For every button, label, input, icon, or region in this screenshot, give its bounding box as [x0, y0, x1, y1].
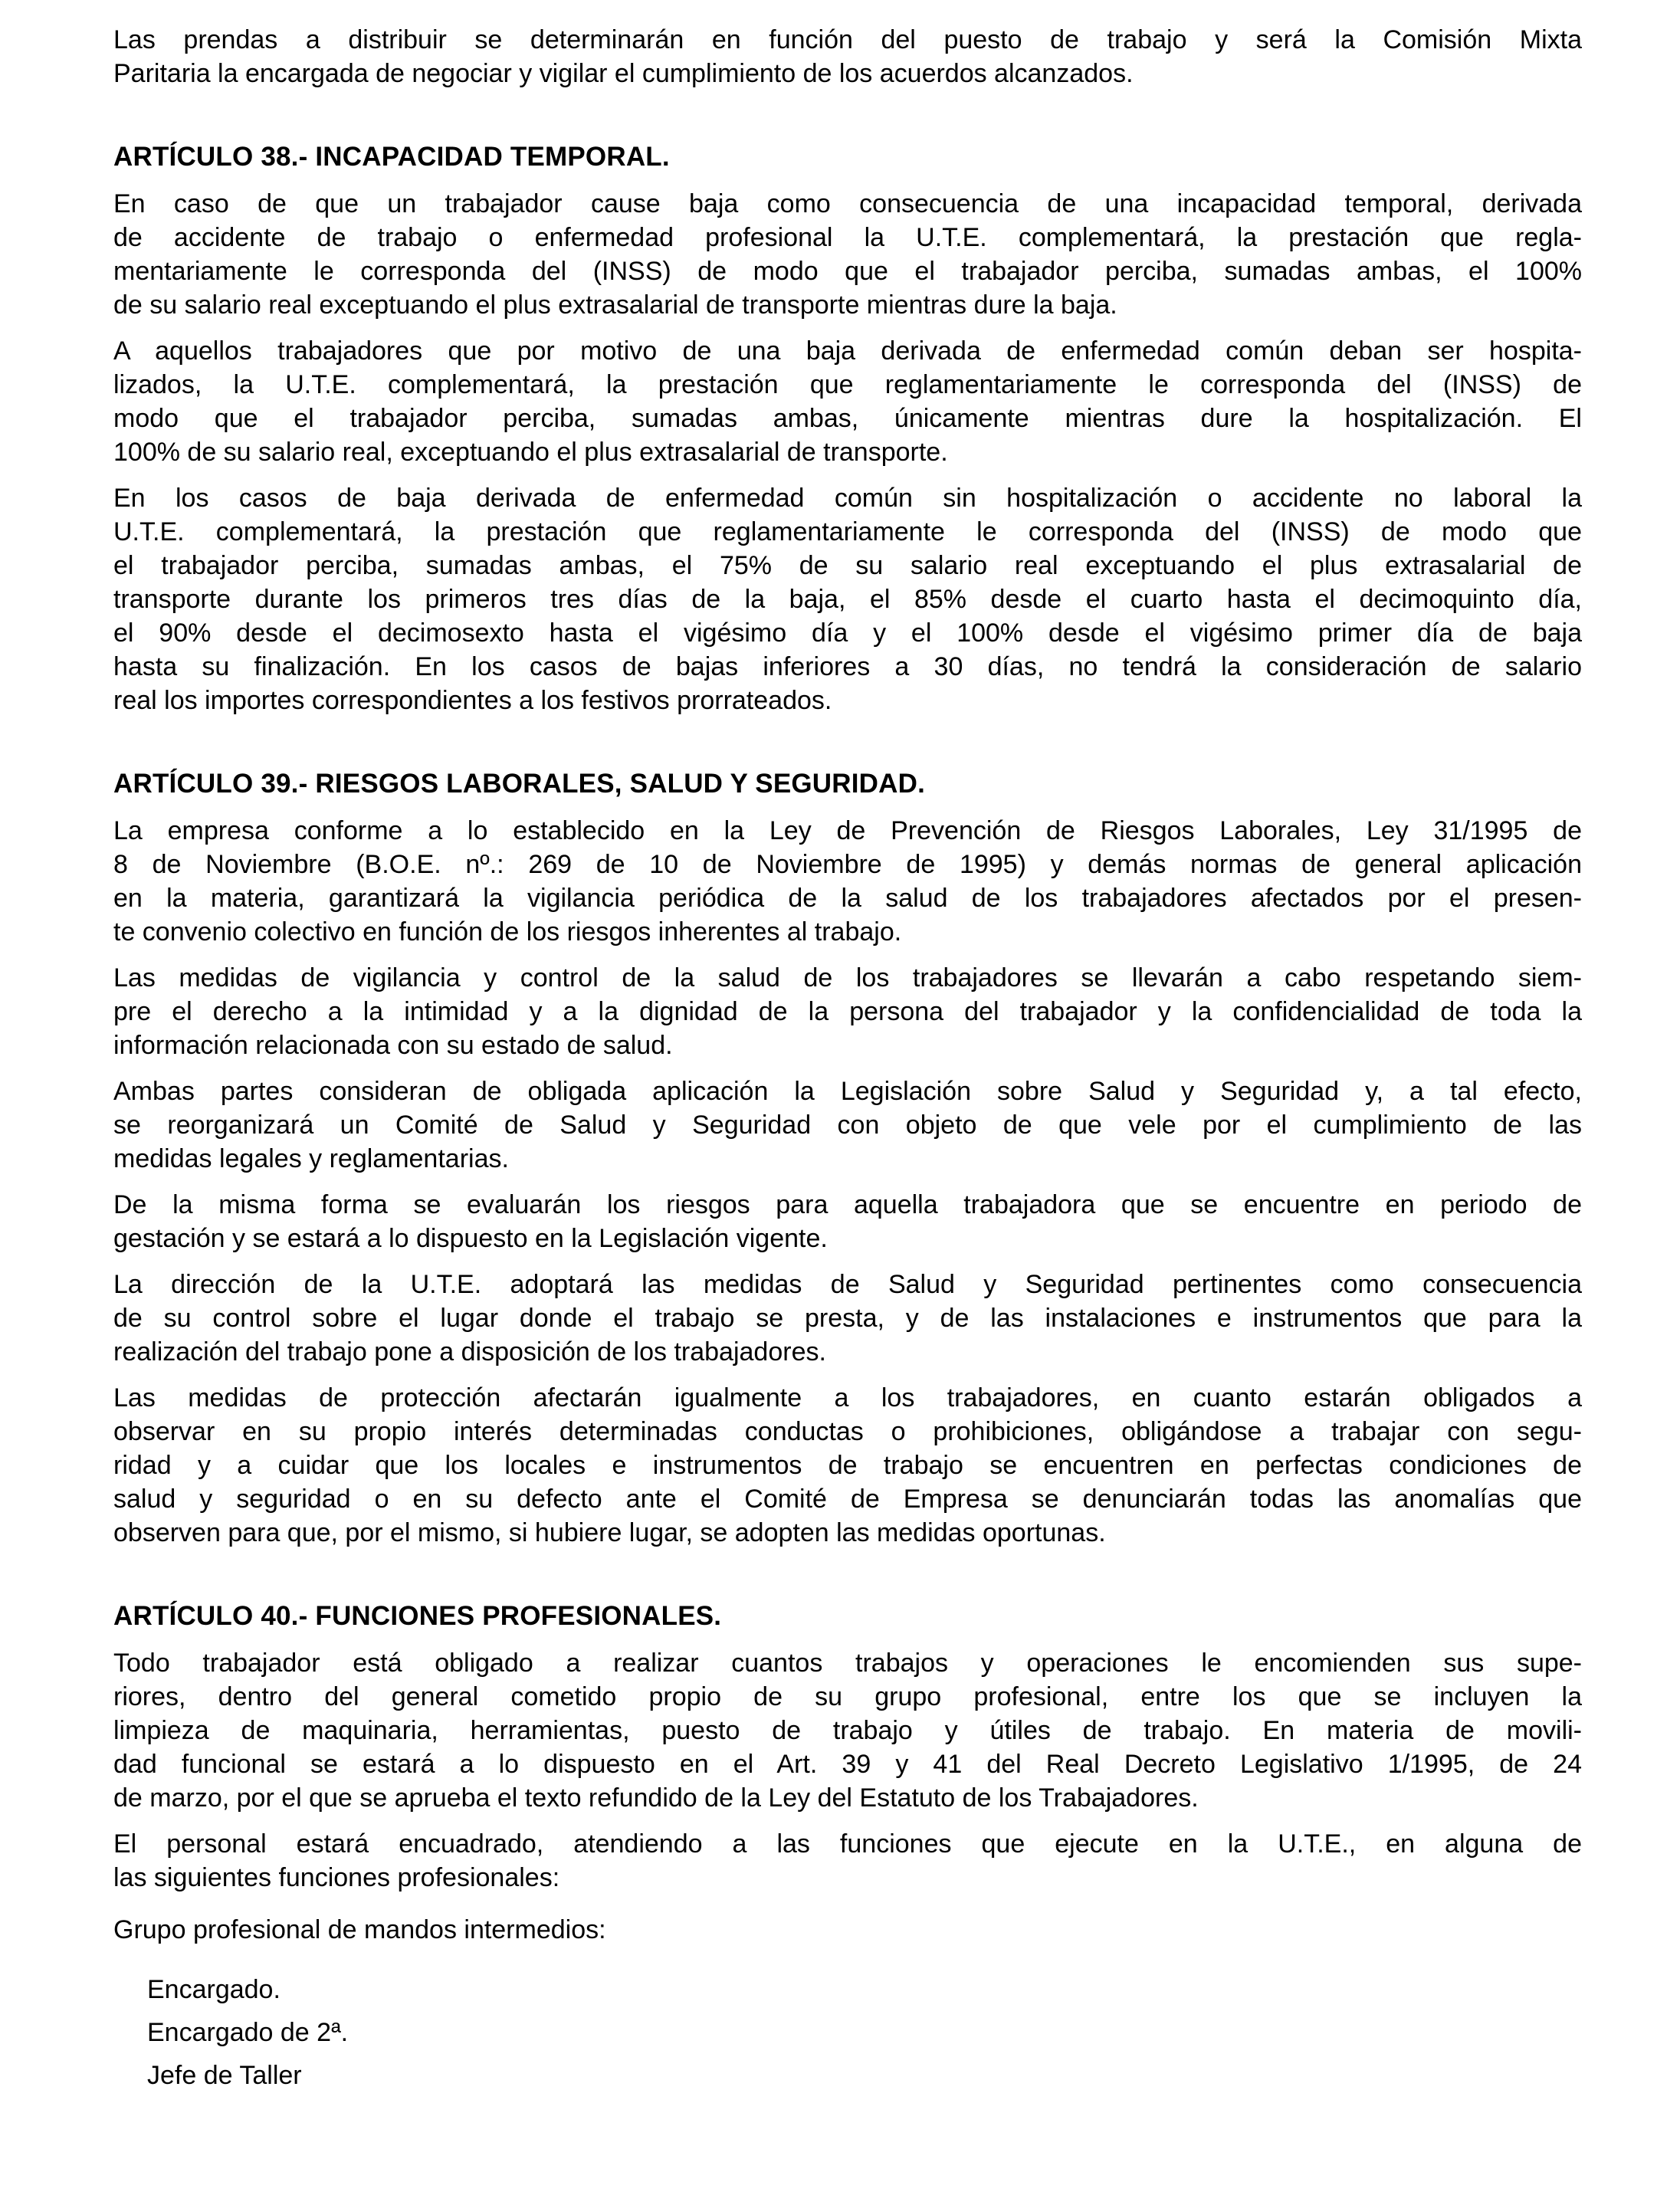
text-line: 100% de su salario real, exceptuando el plus extrasalarial de transporte.	[113, 438, 948, 467]
text-line: La dirección de la U.T.E. adoptará las medidas de Salud y Seguridad pertinentes como consecuencia	[113, 1270, 1582, 1299]
text-line: el 90% desde el decimosexto hasta el vigésimo día y el 100% desde el vigésimo primer día de baja	[113, 618, 1582, 648]
list-item: Jefe de Taller	[147, 2061, 302, 2090]
text-line: U.T.E. complementará, la prestación que reglamentariamente le corresponda del (INSS) de modo que	[113, 517, 1582, 546]
text-line: de su control sobre el lugar donde el trabajo se presta, y de las instalaciones e instrumentos que para la	[113, 1304, 1582, 1333]
text-line: En caso de que un trabajador cause baja como consecuencia de una incapacidad temporal, derivada	[113, 189, 1582, 218]
text-line: se reorganizará un Comité de Salud y Seguridad con objeto de que vele por el cumplimiento de las	[113, 1111, 1582, 1140]
text-line: las siguientes funciones profesionales:	[113, 1863, 560, 1892]
list-item: Encargado de 2ª.	[147, 2018, 349, 2047]
paragraph	[113, 1268, 1582, 1369]
list-item: Encargado.	[147, 1975, 281, 2004]
paragraph	[113, 814, 1582, 949]
text-line: gestación y se estará a lo dispuesto en la Legislación vigente.	[113, 1224, 828, 1253]
text-line: La empresa conforme a lo establecido en la Ley de Prevención de Riesgos Laborales, Ley 31/1995 de	[113, 816, 1582, 845]
article-heading: ARTÍCULO 40.- FUNCIONES PROFESIONALES.	[113, 1601, 722, 1631]
text-line: real los importes correspondientes a los festivos prorrateados.	[113, 686, 832, 715]
article-heading: ARTÍCULO 38.- INCAPACIDAD TEMPORAL.	[113, 142, 670, 172]
text-line: realización del trabajo pone a disposición de los trabajadores.	[113, 1337, 826, 1367]
text-line: el trabajador perciba, sumadas ambas, el 75% de su salario real exceptuando el plus extrasalarial de	[113, 551, 1582, 580]
text-line: Las prendas a distribuir se determinarán en función del puesto de trabajo y será la Comisión Mixta	[113, 25, 1582, 54]
text-line: dad funcional se estará a lo dispuesto en el Art. 39 y 41 del Real Decreto Legislativo 1/1995, de 24	[113, 1750, 1582, 1779]
text-line: Ambas partes consideran de obligada aplicación la Legislación sobre Salud y Seguridad y, a tal efecto,	[113, 1077, 1582, 1106]
text-line: Grupo profesional de mandos intermedios:	[113, 1915, 606, 1944]
document-content	[113, 23, 1582, 2092]
text-line: Las medidas de protección afectarán igualmente a los trabajadores, en cuanto estarán obligados a	[113, 1383, 1582, 1412]
article-heading: ARTÍCULO 39.- RIESGOS LABORALES, SALUD Y SEGURIDAD.	[113, 769, 926, 799]
text-line: de su salario real exceptuando el plus extrasalarial de transporte mientras dure la baja.	[113, 290, 1117, 320]
text-line: lizados, la U.T.E. complementará, la prestación que reglamentariamente le corresponda del (INSS) de	[113, 370, 1582, 399]
text-line: El personal estará encuadrado, atendiendo a las funciones que ejecute en la U.T.E., en alguna de	[113, 1829, 1582, 1859]
paragraph	[113, 1913, 1582, 1947]
paragraph	[113, 1188, 1582, 1255]
text-line: De la misma forma se evaluarán los riesgos para aquella trabajadora que se encuentre en periodo de	[113, 1190, 1582, 1219]
paragraph	[113, 23, 1582, 90]
text-line: modo que el trabajador perciba, sumadas ambas, únicamente mientras dure la hospitalización. El	[113, 404, 1582, 433]
text-line: En los casos de baja derivada de enfermedad común sin hospitalización o accidente no laboral la	[113, 484, 1582, 513]
paragraph	[113, 1075, 1582, 1176]
text-line: medidas legales y reglamentarias.	[113, 1144, 509, 1173]
paragraph	[113, 187, 1582, 322]
text-line: de accidente de trabajo o enfermedad profesional la U.T.E. complementará, la prestación que regla-	[113, 223, 1582, 252]
text-line: hasta su finalización. En los casos de bajas inferiores a 30 días, no tendrá la consideración de salario	[113, 652, 1582, 681]
text-line: Las medidas de vigilancia y control de la salud de los trabajadores se llevarán a cabo respetando siem-	[113, 963, 1582, 993]
text-line: pre el derecho a la intimidad y a la dignidad de la persona del trabajador y la confidencialidad de toda la	[113, 997, 1582, 1026]
text-line: Paritaria la encargada de negociar y vigilar el cumplimiento de los acuerdos alcanzados.	[113, 59, 1134, 88]
text-line: 8 de Noviembre (B.O.E. nº.: 269 de 10 de Noviembre de 1995) y demás normas de general aplicación	[113, 850, 1582, 879]
text-line: información relacionada con su estado de salud.	[113, 1031, 673, 1060]
paragraph	[113, 1381, 1582, 1550]
text-line: riores, dentro del general cometido propio de su grupo profesional, entre los que se incluyen la	[113, 1682, 1582, 1711]
text-line: A aquellos trabajadores que por motivo de una baja derivada de enfermedad común deban ser hospita-	[113, 336, 1582, 366]
text-line: salud y seguridad o en su defecto ante el Comité de Empresa se denunciarán todas las anomalías que	[113, 1485, 1582, 1514]
text-line: en la materia, garantizará la vigilancia periódica de la salud de los trabajadores afectados por el presen-	[113, 884, 1582, 913]
text-line: Todo trabajador está obligado a realizar cuantos trabajos y operaciones le encomienden sus supe-	[113, 1649, 1582, 1678]
text-line: te convenio colectivo en función de los riesgos inherentes al trabajo.	[113, 917, 902, 947]
text-line: observen para que, por el mismo, si hubiere lugar, se adopten las medidas oportunas.	[113, 1518, 1106, 1547]
text-line: transporte durante los primeros tres días de la baja, el 85% desde el cuarto hasta el decimoquinto día,	[113, 585, 1582, 614]
text-line: observar en su propio interés determinadas conductas o prohibiciones, obligándose a trabajar con segu-	[113, 1417, 1582, 1446]
text-line: mentariamente le corresponda del (INSS) de modo que el trabajador perciba, sumadas ambas, el 100%	[113, 257, 1582, 286]
text-line: ridad y a cuidar que los locales e instrumentos de trabajo se encuentren en perfectas condiciones de	[113, 1451, 1582, 1480]
text-line: limpieza de maquinaria, herramientas, puesto de trabajo y útiles de trabajo. En materia de movili-	[113, 1716, 1582, 1745]
paragraph	[113, 481, 1582, 717]
paragraph	[113, 961, 1582, 1062]
paragraph	[113, 1827, 1582, 1895]
paragraph	[113, 334, 1582, 469]
text-line: de marzo, por el que se aprueba el texto refundido de la Ley del Estatuto de los Trabajadores.	[113, 1783, 1199, 1813]
paragraph	[113, 1646, 1582, 1815]
